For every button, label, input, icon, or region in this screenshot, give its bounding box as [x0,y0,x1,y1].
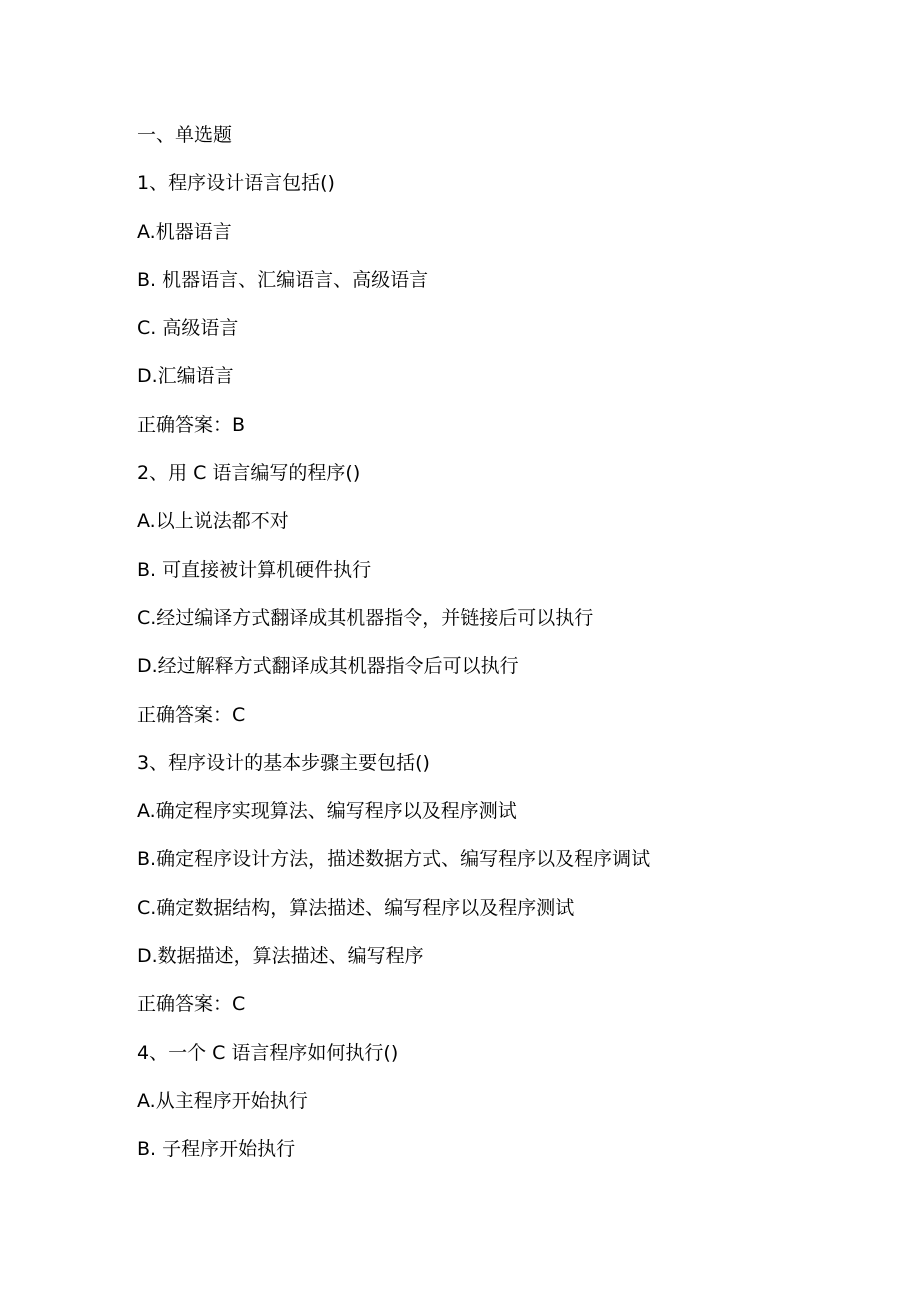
correct-answer: 正确答案：C [137,993,246,1016]
option-b: B. 机器语言、汇编语言、高级语言 [137,268,429,291]
option-b: B. 子程序开始执行 [137,1138,296,1161]
option-c: C. 高级语言 [137,317,239,340]
question-stem: 3、程序设计的基本步骤主要包括() [137,751,430,774]
option-a: A.机器语言 [137,220,232,243]
option-d: D.汇编语言 [137,365,234,388]
option-c: C.经过编译方式翻译成其机器指令，并链接后可以执行 [137,606,594,629]
document-content [137,118,837,1181]
question-1 [137,166,837,456]
option-a: A.从主程序开始执行 [137,1089,308,1112]
option-a: A.以上说法都不对 [137,510,289,533]
option-b: B.确定程序设计方法，描述数据方式、编写程序以及程序调试 [137,848,651,871]
correct-answer: 正确答案：B [137,413,246,436]
option-d: D.经过解释方式翻译成其机器指令后可以执行 [137,655,519,678]
question-3 [137,746,837,1036]
option-a: A.确定程序实现算法、编写程序以及程序测试 [137,800,517,823]
question-2 [137,456,837,746]
question-stem: 2、用 C 语言编写的程序() [137,462,361,485]
question-stem: 1、程序设计语言包括() [137,172,335,195]
question-stem: 4、一个 C 语言程序如何执行() [137,1041,399,1064]
section-title: 一、单选题 [137,124,233,146]
option-c: C.确定数据结构，算法描述、编写程序以及程序测试 [137,896,575,919]
question-4 [137,1036,837,1181]
option-b: B. 可直接被计算机硬件执行 [137,558,372,581]
option-d: D.数据描述，算法描述、编写程序 [137,945,424,968]
correct-answer: 正确答案：C [137,703,246,726]
